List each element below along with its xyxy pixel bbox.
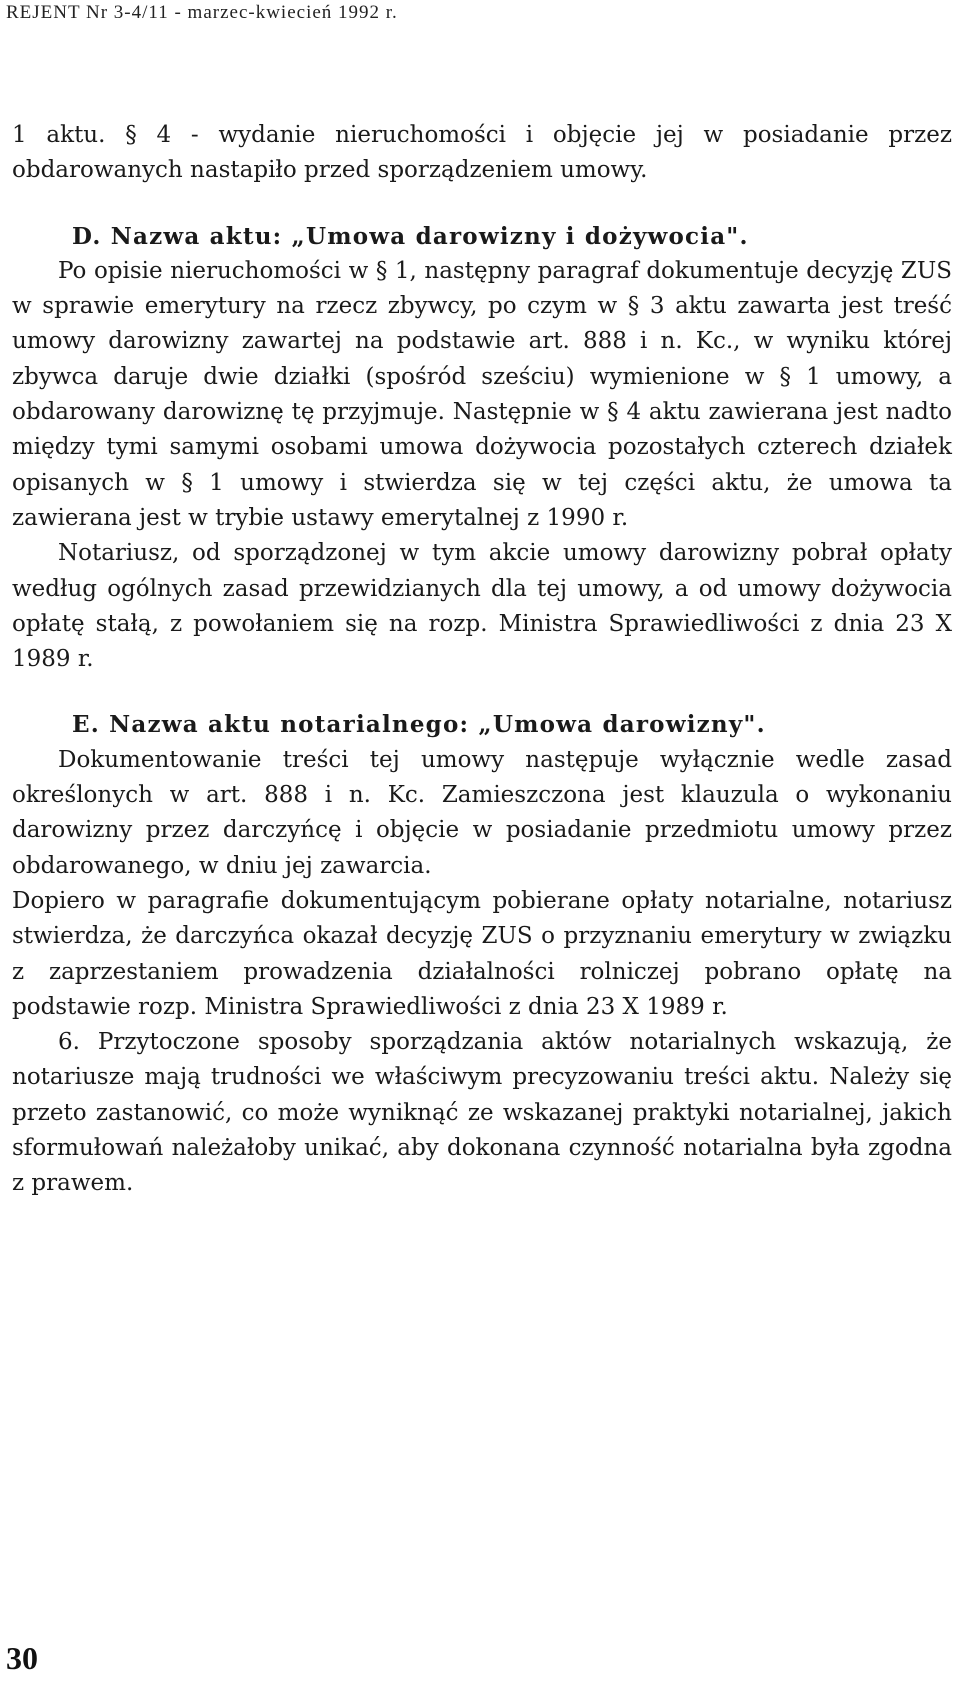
paragraph-section-e-description: Dokumentowanie treści tej umowy następuje wyłącznie wedle zasad określonych w art. 888 i n. Kc. Zamieszczona jest klauzula o wykonaniu darowizny przez darczyńcę i objęcie w posiadanie przedmiotu umowy przez obdarowanego, w dniu jej zawarcia. [12,746,952,879]
paragraph-fee-section: Dopiero w paragrafie dokumentującym pobierane opłaty notarialne, notariusz stwierdza, że darczyńca okazał decyzję ZUS o przyznaniu emerytury w związku z zaprzestaniem prowadzenia działalności rolniczej pobrano opłatę na podstawie rozp. Ministra Sprawiedliwości z dnia 23 X 1989 r. [12,887,952,1020]
running-header: REJENT Nr 3-4/11 - marzec-kwiecień 1992 r. [6,2,398,23]
article-body [12,118,952,1202]
paragraph-continuation: 1 aktu. § 4 - wydanie nieruchomości i objęcie jej w posiadanie przez obdarowanych nastapiło przed sporządzeniem umowy. [12,122,952,184]
page-number: 30 [6,1640,38,1676]
paragraph-conclusion: 6. Przytoczone sposoby sporządzania aktów notarialnych wskazują, że notariusze mają trudności we właściwym precyzowaniu treści aktu. Należy się przeto zastanowić, co może wyniknąć ze wskazanej praktyki notarialnej, jakich sformułowań należałoby unikać, aby dokonana czynność notarialna była zgodna z prawem. [12,1029,952,1197]
section-e-heading: E. Nazwa aktu notarialnego: „Umowa darowizny". [72,711,766,739]
paragraph-section-d-description: Po opisie nieruchomości w § 1, następny paragraf dokumentuje decyzję ZUS w sprawie emerytury na rzecz zbywcy, po czym w § 3 aktu zawarta jest treść umowy darowizny zawartej na podstawie art. 888 i n. Kc., w wyniku której zbywca daruje dwie działki (spośród sześciu) wymienione w § 1 umowy, a obdarowany darowiznę tę przyjmuje. Następnie w § 4 aktu zawierana jest nadto między tymi samymi osobami umowa dożywocia pozostałych czterech działek opisanych w § 1 umowy i stwierdza się w tej części aktu, że umowa ta zawierana jest w trybie ustawy emerytalnej z 1990 r. [12,257,952,531]
section-d-heading: D. Nazwa aktu: „Umowa darowizny i dożywocia". [72,222,749,250]
paragraph-notary-fees: Notariusz, od sporządzonej w tym akcie umowy darowizny pobrał opłaty według ogólnych zasad przewidzianych dla tej umowy, a od umowy dożywocia opłatę stałą, z powołaniem się na rozp. Ministra Sprawiedliwości z dnia 23 X 1989 r. [12,540,952,673]
